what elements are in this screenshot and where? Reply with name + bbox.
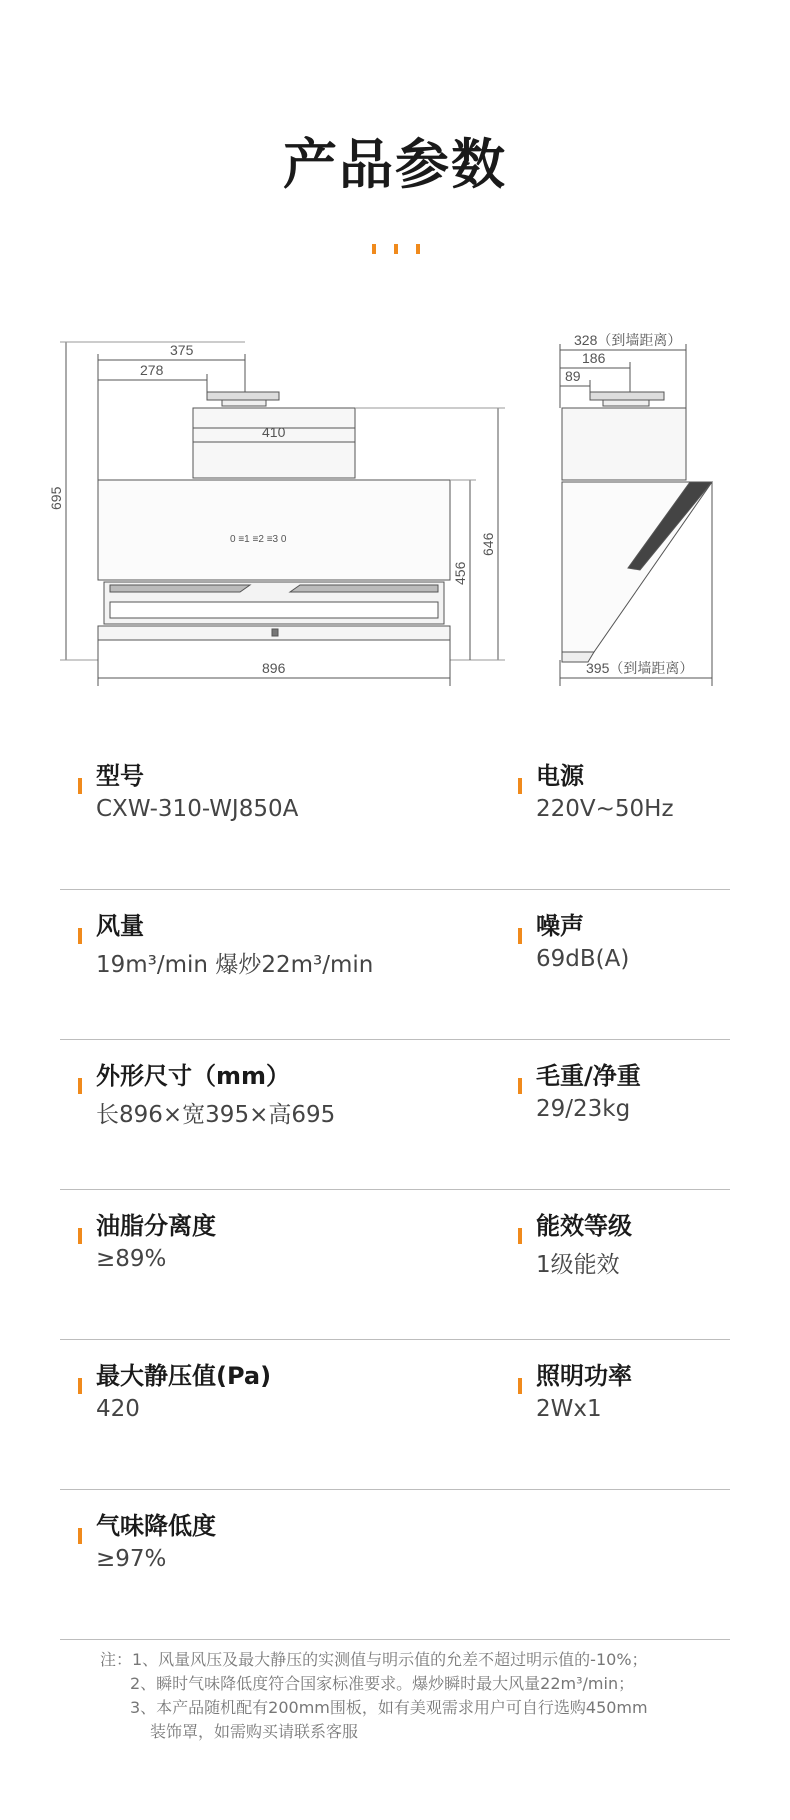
label-bar bbox=[518, 1078, 522, 1094]
param-label: 外形尺寸（mm） bbox=[78, 1056, 290, 1091]
front-upper-cover bbox=[193, 408, 355, 478]
side-upper-cover bbox=[562, 408, 686, 480]
param-value: 220V~50Hz bbox=[536, 796, 674, 822]
param-value: 19m³/min 爆炒22m³/min bbox=[96, 952, 374, 978]
label-bar bbox=[78, 1078, 82, 1094]
front-main-body bbox=[98, 480, 450, 580]
param-label: 油脂分离度 bbox=[78, 1206, 216, 1241]
param-value: 420 bbox=[96, 1396, 140, 1422]
param-label: 照明功率 bbox=[518, 1356, 632, 1391]
dim-695: 695 bbox=[48, 486, 64, 510]
param-row bbox=[60, 1040, 730, 1190]
front-control-panel: 0 ≡1 ≡2 ≡3 0 bbox=[230, 534, 287, 545]
front-duct-collar bbox=[222, 400, 266, 406]
dim-410: 410 bbox=[262, 424, 286, 440]
param-value: 2Wx1 bbox=[536, 1396, 602, 1422]
dim-186: 186 bbox=[582, 350, 606, 366]
param-label: 毛重/净重 bbox=[518, 1056, 641, 1091]
param-row bbox=[60, 890, 730, 1040]
divider-dot bbox=[416, 244, 420, 254]
side-duct-collar bbox=[603, 400, 649, 406]
dimension-drawing bbox=[0, 320, 790, 720]
label-bar bbox=[518, 1228, 522, 1244]
footnote-line: 装饰罩，如需购买请联系客服 bbox=[150, 1722, 359, 1741]
param-value: ≥97% bbox=[96, 1546, 167, 1572]
label-bar bbox=[78, 1378, 82, 1394]
label-bar bbox=[518, 1378, 522, 1394]
param-value: 69dB(A) bbox=[536, 946, 630, 972]
param-label: 型号 bbox=[78, 756, 144, 791]
param-row bbox=[60, 740, 730, 890]
param-label: 电源 bbox=[518, 756, 584, 791]
dim-395: 395（到墙距离） bbox=[586, 660, 694, 676]
title-divider-dots bbox=[372, 244, 420, 254]
param-label: 最大静压值(Pa) bbox=[78, 1356, 271, 1391]
param-value: 1级能效 bbox=[536, 1252, 620, 1278]
dim-89: 89 bbox=[565, 368, 581, 384]
footnote-line: 3、本产品随机配有200mm围板，如有美观需求用户可自行选购450mm bbox=[130, 1698, 648, 1717]
divider-dot bbox=[372, 244, 376, 254]
param-value: ≥89% bbox=[96, 1246, 167, 1272]
dim-456: 456 bbox=[452, 561, 468, 585]
footnotes bbox=[100, 1648, 740, 1744]
dim-328: 328（到墙距离） bbox=[574, 332, 682, 348]
param-label: 气味降低度 bbox=[78, 1506, 216, 1541]
front-duct-flange bbox=[207, 392, 279, 400]
label-bar bbox=[78, 1528, 82, 1544]
page-title: 产品参数 bbox=[283, 133, 507, 196]
param-label: 能效等级 bbox=[518, 1206, 632, 1241]
param-row bbox=[60, 1190, 730, 1340]
params-table bbox=[60, 740, 730, 1640]
label-bar bbox=[518, 778, 522, 794]
param-value: CXW-310-WJ850A bbox=[96, 796, 299, 822]
param-row bbox=[60, 1340, 730, 1490]
divider-dot bbox=[394, 244, 398, 254]
dim-375: 375 bbox=[170, 342, 194, 358]
label-bar bbox=[78, 928, 82, 944]
label-bar bbox=[78, 1228, 82, 1244]
param-value: 29/23kg bbox=[536, 1096, 631, 1122]
param-value: 长896×宽395×高695 bbox=[96, 1102, 336, 1128]
label-bar bbox=[518, 928, 522, 944]
dim-646: 646 bbox=[480, 532, 496, 556]
dimension-diagram bbox=[0, 320, 790, 720]
label-bar bbox=[78, 778, 82, 794]
param-row bbox=[60, 1490, 730, 1640]
param-label: 风量 bbox=[78, 906, 144, 941]
dim-278: 278 bbox=[140, 362, 164, 378]
footnote-line: 注：1、风量风压及最大静压的实测值与明示值的允差不超过明示值的-10%； bbox=[100, 1650, 648, 1669]
dim-896: 896 bbox=[262, 660, 286, 676]
side-duct-flange bbox=[590, 392, 664, 400]
param-label: 噪声 bbox=[518, 906, 584, 941]
footnote-line: 2、瞬时气味降低度符合国家标准要求。爆炒瞬时最大风量22m³/min； bbox=[130, 1674, 635, 1693]
